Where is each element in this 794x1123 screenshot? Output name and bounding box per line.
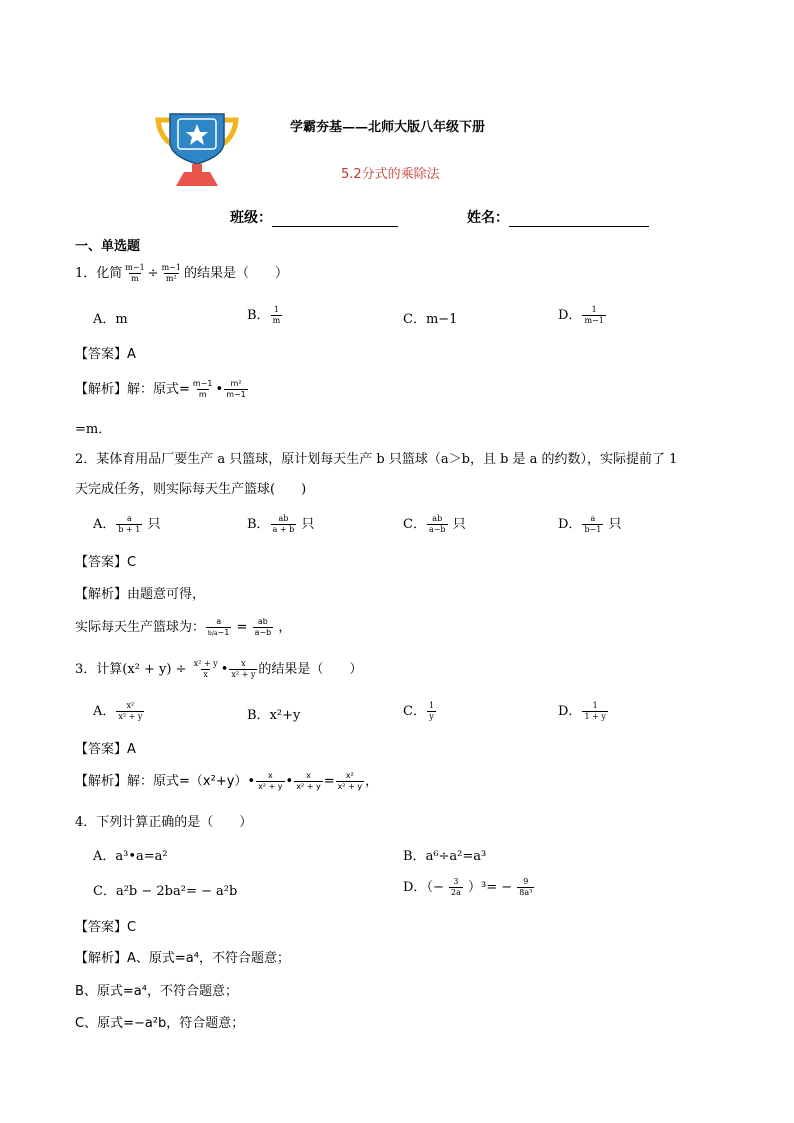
q4-option-a: A．a³•a=a² xyxy=(93,849,168,864)
q2-analysis-formula: 实际每天生产篮球为： $\frac{a}{b/a-1}$ = $\frac{ab}{a-b}$ ， xyxy=(75,617,292,637)
fraction: $\frac{ab}{a + b}$ xyxy=(272,514,295,534)
fraction: $\frac{9}{\text{8a³}}$ xyxy=(519,877,533,897)
fraction: $\frac{\text{m²}}{m-1}$ xyxy=(226,379,246,399)
fraction: $\frac{1}{m-1}$ xyxy=(584,305,604,325)
divide-sign: ÷ xyxy=(175,662,187,677)
fraction: $\frac{m-1}{m}$ xyxy=(125,263,145,283)
q2-analysis: 【解析】由题意可得， xyxy=(75,587,206,602)
q1-option-b: B． $\frac{1}{m}$ xyxy=(247,305,281,325)
fraction: $\frac{1}{1 + y}$ xyxy=(584,701,606,721)
q1-option-c: C．m−1 xyxy=(403,312,458,327)
question-1-stem xyxy=(75,262,288,283)
q4-option-c: C．a²b − 2ba²= − a²b xyxy=(93,884,238,899)
question-4-stem: 4．下列计算正确的是（ ） xyxy=(75,815,253,830)
q3-option-a: A． $\frac{\text{x²}}{\text{x² + y}}$ xyxy=(93,701,143,721)
q2-option-b: B． $\frac{ab}{a + b}$ 只 xyxy=(247,514,315,534)
class-blank xyxy=(272,226,398,227)
q4-analysis-c: C、原式=−a²b，符合题意； xyxy=(75,1016,245,1031)
trophy-logo xyxy=(154,112,240,188)
fraction: $\frac{1}{m}$ xyxy=(272,305,281,325)
question-3-stem: 3．计算(x² + y) ÷ $\frac{\text{x² + y}}{x}$ • $\frac{x}{\text{x² + y}}$ 的结果是（ ） xyxy=(75,659,363,679)
q2-stem-line1: 2．某体育用品厂要生产 a 只篮球，原计划每天生产 b 只篮球（a＞b，且 b 是 a 的约数），实际提前了 1 xyxy=(75,452,678,467)
fraction: $\frac{a}{b + 1}$ xyxy=(118,514,141,534)
fraction: $\frac{x}{\text{x² + y}}$ xyxy=(258,771,283,791)
q1-option-d: D． $\frac{1}{m-1}$ xyxy=(558,305,604,325)
fraction: $\frac{x}{\text{x² + y}}$ xyxy=(296,771,321,791)
fraction: $\frac{m-1}{m}$ xyxy=(192,379,213,399)
q2-option-c: C． $\frac{ab}{a-b}$ 只 xyxy=(403,514,466,534)
name-blank xyxy=(509,226,649,227)
q1-suffix: 的结果是（ ） xyxy=(183,266,288,281)
fraction: $\frac{a}{b/a-1}$ xyxy=(208,617,230,637)
q4-option-d: D．（− $\frac{3}{2a}$ ）³= − $\frac{9}{\text{8a³}}$ xyxy=(403,877,533,897)
q2-stem-line2: 天完成任务，则实际每天生产篮球( ) xyxy=(75,482,307,497)
q4-option-b: B．a⁶÷a²=a³ xyxy=(403,849,487,864)
trophy-base xyxy=(176,172,218,186)
q2-answer: 【答案】C xyxy=(75,555,137,570)
q3-option-d: D． $\frac{1}{1 + y}$ xyxy=(558,701,606,721)
fraction: $\frac{\text{x² + y}}{x}$ xyxy=(193,659,218,679)
q3-analysis: 【解析】解：原式=（x²+y）• $\frac{x}{\text{x² + y}}$ • $\frac{x}{\text{x² + y}}$ = $\frac{\text{x²}}{\text{x² + y}}$ ， xyxy=(75,771,379,791)
q2-option-d: D． $\frac{a}{b-1}$ 只 xyxy=(558,514,622,534)
fraction: $\frac{ab}{a-b}$ xyxy=(428,514,446,534)
q3-answer: 【答案】A xyxy=(75,742,136,757)
fraction: $\frac{1}{y}$ xyxy=(428,701,435,721)
q4-answer: 【答案】C xyxy=(75,920,137,935)
q1-result: =m． xyxy=(75,422,112,437)
q1-answer: 【答案】A xyxy=(75,347,136,362)
q4-analysis-b: B、原式=a⁴，不符合题意； xyxy=(75,984,238,999)
q1-option-a: A．m xyxy=(93,312,128,327)
q1-analysis: 【解析】解：原式= $\frac{m-1}{m}$ • $\frac{\text{m²}}{m-1}$ xyxy=(75,379,246,399)
section-heading: 一、单选题 xyxy=(75,239,141,254)
name-label: 姓名： xyxy=(467,210,509,226)
q3-option-c: C． $\frac{1}{y}$ xyxy=(403,701,435,721)
divide-sign: ÷ xyxy=(147,266,159,281)
page-subtitle: 5.2分式的乘除法 xyxy=(341,167,440,182)
class-field xyxy=(230,207,398,227)
q2-option-a: A． $\frac{a}{b + 1}$ 只 xyxy=(93,514,161,534)
fraction: $\frac{m-1}{\text{m²}}$ xyxy=(161,263,181,283)
q3-option-b: B．x²+y xyxy=(247,708,301,723)
fraction: $\frac{\text{x²}}{\text{x² + y}}$ xyxy=(118,701,143,721)
name-field xyxy=(467,207,649,227)
fraction: $\frac{3}{2a}$ xyxy=(450,877,461,897)
q1-prefix: 1．化简 xyxy=(75,266,123,281)
fraction: $\frac{ab}{a-b}$ xyxy=(254,617,272,637)
q4-analysis-a: 【解析】A、原式=a⁴，不符合题意； xyxy=(75,951,290,966)
class-label: 班级： xyxy=(230,210,272,226)
fraction: $\frac{a}{b-1}$ xyxy=(584,514,602,534)
fraction: $\frac{\text{x²}}{\text{x² + y}}$ xyxy=(337,771,363,791)
page-title: 学霸夯基——北师大版八年级下册 xyxy=(290,120,486,135)
fraction: $\frac{x}{\text{x² + y}}$ xyxy=(231,659,256,679)
